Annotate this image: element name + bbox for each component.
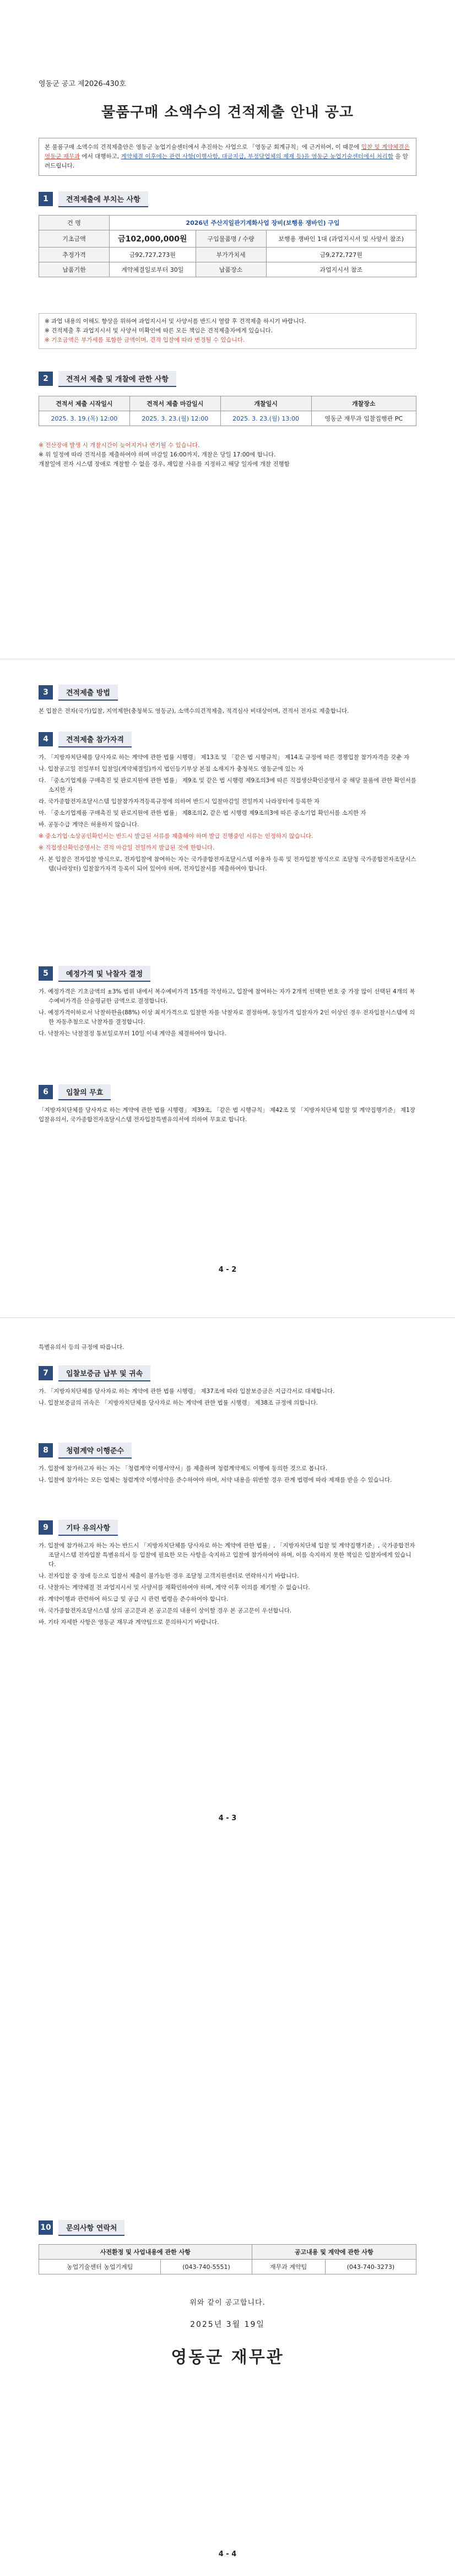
note-line: ※ 전산장애 발생 시 개찰시간이 늦어지거나 연기될 수 있습니다.: [39, 442, 200, 449]
column-header: 개찰일시: [220, 396, 311, 411]
list-item: 가. 「지방자치단체를 당사자로 하는 계약에 관한 법률 시행령」 제13조 및 「같은 법 시행규칙」 제14조 규정에 따른 경쟁입찰 참가자격을 갖춘 자: [39, 754, 410, 761]
list-item: 가. 「지방자치단체를 당사자로 하는 계약에 관한 법률 시행령」 제37조에 따라 입찰보증금은 지급각서로 대체합니다.: [39, 1388, 335, 1395]
list-item: 다. 「중소기업제품 구매촉진 및 판로지원에 관한 법률」 제9조 및 같은 법 시행령 제9조의3에 따른 직접생산확인증명서 중 해당 물품에 관한 확인서를 소지한 자: [39, 777, 416, 793]
note-line: ※ 직접생산확인증명서는 견적 마감일 전일까지 발급된 것에 한합니다.: [39, 845, 215, 851]
list-item: 나. 입찰에 참가하는 모든 업체는 청렴계약 이행서약을 준수하여야 하며, 서약 내용을 위반할 경우 관계 법령에 따라 제재를 받을 수 있습니다.: [39, 1477, 392, 1483]
section-6-text: 「지방자치단체를 당사자로 하는 계약에 관한 법률 시행령」 제39조, 「같은 법 시행규칙」 제42조 및 「지방자치단체 입찰 및 계약집행기준」 제1장 입찰유의서, 국가종합전자조달시스템 전자입찰특별유의서에 의하여 무효로 합니다.: [39, 1107, 415, 1123]
note-line: ※ 중소기업·소상공인확인서는 반드시 발급된 서류를 제출해야 하며 발급 진행중인 서류는 인정하지 않습니다.: [39, 833, 313, 840]
section-title: 견적서 제출 및 개찰에 관한 사항: [58, 371, 176, 387]
overview-label: 납품기한: [39, 262, 110, 277]
overview-label: 부가가치세: [196, 248, 266, 262]
contact-phone: (043-740-5551): [161, 2260, 252, 2274]
section-number: 3: [39, 685, 53, 700]
list-item: 사. 본 입찰은 전자입찰 방식으로, 전자입찰에 참여하는 자는 국가종합전자조달시스템 이용자 등록 및 전자입찰 방식으로 조달청 국가종합전자조달시스템(나라장터) 입찰참가자격 등록이 되어 있어야 하며, 전자입찰서를 제출하여야 합니다.: [39, 856, 416, 872]
section-6-header: [39, 1084, 111, 1100]
section-4-list: [39, 753, 416, 876]
project-name: 2026년 주산지일관기계화사업 장비(보행용 쟁바인) 구입: [110, 216, 416, 230]
contact-table: [39, 2244, 416, 2274]
opening-place: 영동군 재무과 입찰집행관 PC: [311, 411, 416, 426]
section-title: 문의사항 연락처: [58, 2220, 124, 2236]
overview-label: 납품장소: [196, 262, 266, 277]
section-9-list: [39, 1541, 416, 1630]
bid-deadline: 2025. 3. 23.(월) 12:00: [129, 411, 220, 426]
table-row: [39, 230, 416, 248]
column-header: 견적서 제출 마감일시: [129, 396, 220, 411]
section-title: 견적제출 방법: [58, 685, 118, 701]
section-10-header: [39, 2219, 124, 2236]
section-number: 2: [39, 372, 53, 386]
section-number: 6: [39, 1085, 53, 1099]
list-item: 마. 국가종합전자조달시스템 상의 공고문과 본 공고문의 내용이 상이할 경우 본 공고문이 우선합니다.: [39, 1607, 292, 1614]
page-number: 4 - 4: [218, 2550, 237, 2558]
section-8-header: [39, 1442, 132, 1459]
overview-table: [39, 215, 416, 277]
section-5-header: [39, 965, 150, 982]
list-item: 마. 「중소기업제품 구매촉진 및 판로지원에 관한 법률」 제8조의2, 같은 법 시행령 제9조의3에 따른 중소기업 확인서를 소지한 자: [39, 810, 366, 816]
delivery-place: 과업지시서 참조: [266, 262, 416, 277]
contact-dept: 재무과 계약팀: [252, 2260, 325, 2274]
section-number: 4: [39, 732, 53, 746]
section-number: 1: [39, 192, 53, 206]
list-item: 나. 전자입찰 중 장애 등으로 입찰서 제출이 불가능한 경우 조달청 고객지원센터로 연락하시기 바랍니다.: [39, 1573, 299, 1579]
vat: 금9,272,727원: [266, 248, 416, 262]
list-item: 나. 입찰보증금의 귀속은 「지방자치단체를 당사자로 하는 계약에 관한 법률 시행령」 제38조 규정에 의합니다.: [39, 1400, 318, 1406]
section-3-header: [39, 684, 118, 701]
section-8-list: [39, 1464, 416, 1487]
list-item: 가. 예정가격은 기초금액의 ±3% 범위 내에서 복수예비가격 15개를 작성하고, 입찰에 참여하는 자가 2개씩 선택한 번호 중 가장 많이 선택된 4개의 복수예비가격을 산술평균한 금액으로 결정합니다.: [39, 988, 415, 1004]
schedule-table: [39, 396, 416, 426]
intro-text-3: 을 알려드립니다.: [45, 153, 408, 169]
section-9-header: [39, 1519, 118, 1536]
intro-text: 본 물품구매 소액수의 견적제출안은 영동군 농업기술센터에서 추진하는 사업으로 「영동군 회계규칙」에 근거하여, 이 때문에: [45, 144, 360, 150]
table-header-row: [39, 396, 416, 411]
estimated-price: 금92,727,273원: [110, 248, 196, 262]
section-1-header: [39, 191, 148, 207]
opening-time: 2025. 3. 23.(월) 13:00: [220, 411, 311, 426]
schedule-notes: [39, 441, 416, 469]
section-title: 기타 유의사항: [58, 1520, 118, 1536]
page-3: [0, 1317, 455, 2576]
list-item: 다. 낙찰자는 낙찰결정 통보일로부터 10일 이내 계약을 체결하여야 합니다.: [39, 1030, 226, 1037]
delivery-deadline: 계약체결일로부터 30일: [110, 262, 196, 277]
note-line: ※ 위 일정에 따라 견적서를 제출하여야 하며 마감일 16:00까지, 개찰은 당일 17:00에 합니다.: [39, 451, 276, 458]
list-item: 다. 낙찰자는 계약체결 전 과업지시서 및 사양서를 재확인하여야 하며, 계약 이후 이의를 제기할 수 없습니다.: [39, 1584, 310, 1591]
overview-notes: [39, 313, 416, 349]
section-title: 입찰의 무효: [58, 1084, 111, 1100]
base-price: 금102,000,000원: [110, 230, 196, 248]
intro-highlight-1: 입찰 및 계약체결은 영동군 재무과: [45, 144, 410, 160]
section-title: 견적제출 참가자격: [58, 732, 132, 747]
contact-phone: (043-740-3273): [325, 2260, 416, 2274]
section-number: 10: [39, 2220, 53, 2235]
bid-start: 2025. 3. 19.(목) 12:00: [39, 411, 130, 426]
overview-label: 기초금액: [39, 230, 110, 248]
list-item: 바. 공동수급 계약은 허용하지 않습니다.: [39, 821, 139, 828]
table-row: [39, 248, 416, 262]
section-number: 7: [39, 1366, 53, 1380]
overview-label: 추정가격: [39, 248, 110, 262]
section-5-list: [39, 987, 416, 1041]
note-line: 개찰일에 전자 시스템 장애로 개찰할 수 없을 경우, 재입찰 사유를 지정하고 해당 일자에 개찰 진행함: [39, 461, 290, 467]
overview-label: 건 명: [39, 216, 110, 230]
list-item: 가. 입찰에 참가하고자 하는 자는 「청렴계약 이행서약서」를 제출하며 청렴계약제도 이행에 동의한 것으로 봅니다.: [39, 1465, 328, 1472]
note-line: ※ 과업 내용의 이해도 향상을 위하여 과업지시서 및 사양서를 반드시 열람 후 견적제출 하시기 바랍니다.: [45, 318, 306, 325]
page-number: 4 - 2: [218, 1266, 237, 1274]
closing-text: 위와 같이 공고합니다.: [189, 2299, 266, 2307]
table-row: [39, 2260, 416, 2274]
issuing-org: 영동군 재무관: [171, 2348, 284, 2367]
section-6-continued: 특별유의서 등의 규정에 따릅니다.: [39, 1344, 124, 1351]
overview-label: 구입물품명 / 수량: [196, 230, 266, 248]
table-row: [39, 262, 416, 277]
list-item: 라. 계약이행과 관련하여 하도급 및 공급 시 관련 법령을 준수하여야 합니다.: [39, 1596, 229, 1602]
section-7-header: [39, 1365, 150, 1381]
section-number: 9: [39, 1520, 53, 1535]
intro-text-2: 에서 대행하고,: [82, 153, 120, 160]
table-header-row: [39, 2245, 416, 2260]
section-7-list: [39, 1387, 416, 1410]
column-header: 견적서 제출 시작일시: [39, 396, 130, 411]
page-number: 4 - 3: [218, 1814, 237, 1822]
section-title: 견적제출에 부치는 사항: [58, 191, 148, 207]
column-header: 공고내용 및 계약에 관한 사항: [252, 2245, 416, 2260]
column-header: 개찰장소: [311, 396, 416, 411]
list-item: 나. 예정가격이하로서 낙찰하한율(88%) 이상 최저가격으로 입찰한 자를 낙찰자로 결정하며, 동일가격 입찰자가 2인 이상인 경우 전자입찰시스템에 의한 자동추첨으로 낙찰자를 결정합니다.: [39, 1009, 415, 1025]
section-title: 청렴계약 이행준수: [58, 1443, 132, 1459]
section-title: 예정가격 및 낙찰자 결정: [58, 966, 150, 982]
intro-box: [39, 138, 416, 176]
list-item: 바. 기타 자세한 사항은 영동군 재무과 계약팀으로 문의하시기 바랍니다.: [39, 1619, 219, 1626]
contact-dept: 농업기술센터 농업기계팀: [39, 2260, 161, 2274]
notice-number: 영동군 공고 제2026-430호: [39, 80, 126, 88]
section-title: 입찰보증금 납부 및 귀속: [58, 1365, 150, 1381]
section-2-header: [39, 370, 176, 387]
page-1: [0, 0, 455, 659]
page-2: [0, 659, 455, 1318]
column-header: 사전환정 및 사업내용에 관한 사항: [39, 2245, 252, 2260]
section-number: 5: [39, 966, 53, 981]
issue-date: 2025년 3월 19일: [190, 2320, 265, 2329]
list-item: 가. 입찰에 참가하고자 하는 자는 반드시 「지방자치단체를 당사자로 하는 계약에 관한 법률」, 「지방자치단체 입찰 및 계약집행기준」, 국가종합전자조달시스템 전자입찰 특별유의서 등 입찰에 필요한 모든 사항을 숙지하고 입찰에 참가하여야 하며, 이를 숙지하지 못한 책임은 입찰자에게 있습니다.: [39, 1542, 415, 1568]
page-title: 물품구매 소액수의 견적제출 안내 공고: [101, 104, 354, 121]
note-line: ※ 견적제출 후 과업지시서 및 사양서 미확인에 따른 모든 책임은 견적제출자에게 있습니다.: [45, 327, 273, 334]
intro-highlight-2: 계약체결 이후에는 관련 사항(이행사항, 대금지급, 부정당업체의 제재 등)을 영동군 농업기술센터에서 처리함: [121, 153, 393, 160]
section-3-text: 본 입찰은 전자(국가)입찰, 지역제한(충청북도 영동군), 소액수의견적제출, 적격심사 비대상이며, 견적서 전자로 제출합니다.: [39, 708, 349, 714]
section-4-header: [39, 731, 132, 747]
table-row: [39, 216, 416, 230]
list-item: 나. 입찰공고일 전일부터 입찰일(계약체결일)까지 법인등기부상 본점 소재지가 충청북도 영동군에 있는 자: [39, 766, 304, 772]
note-line: ※ 기초금액은 부가세를 포함한 금액이며, 견적 입찰에 따라 변경될 수 있습니다.: [45, 337, 245, 343]
table-row: [39, 411, 416, 426]
list-item: 라. 국가종합전자조달시스템 입찰참가자격등록규정에 의하여 반드시 입찰마감일 전일까지 나라장터에 등록한 자: [39, 798, 320, 805]
item-quantity: 보행용 쟁바인 1대 (과업지시서 및 사양서 참조): [266, 230, 416, 248]
section-number: 8: [39, 1443, 53, 1458]
